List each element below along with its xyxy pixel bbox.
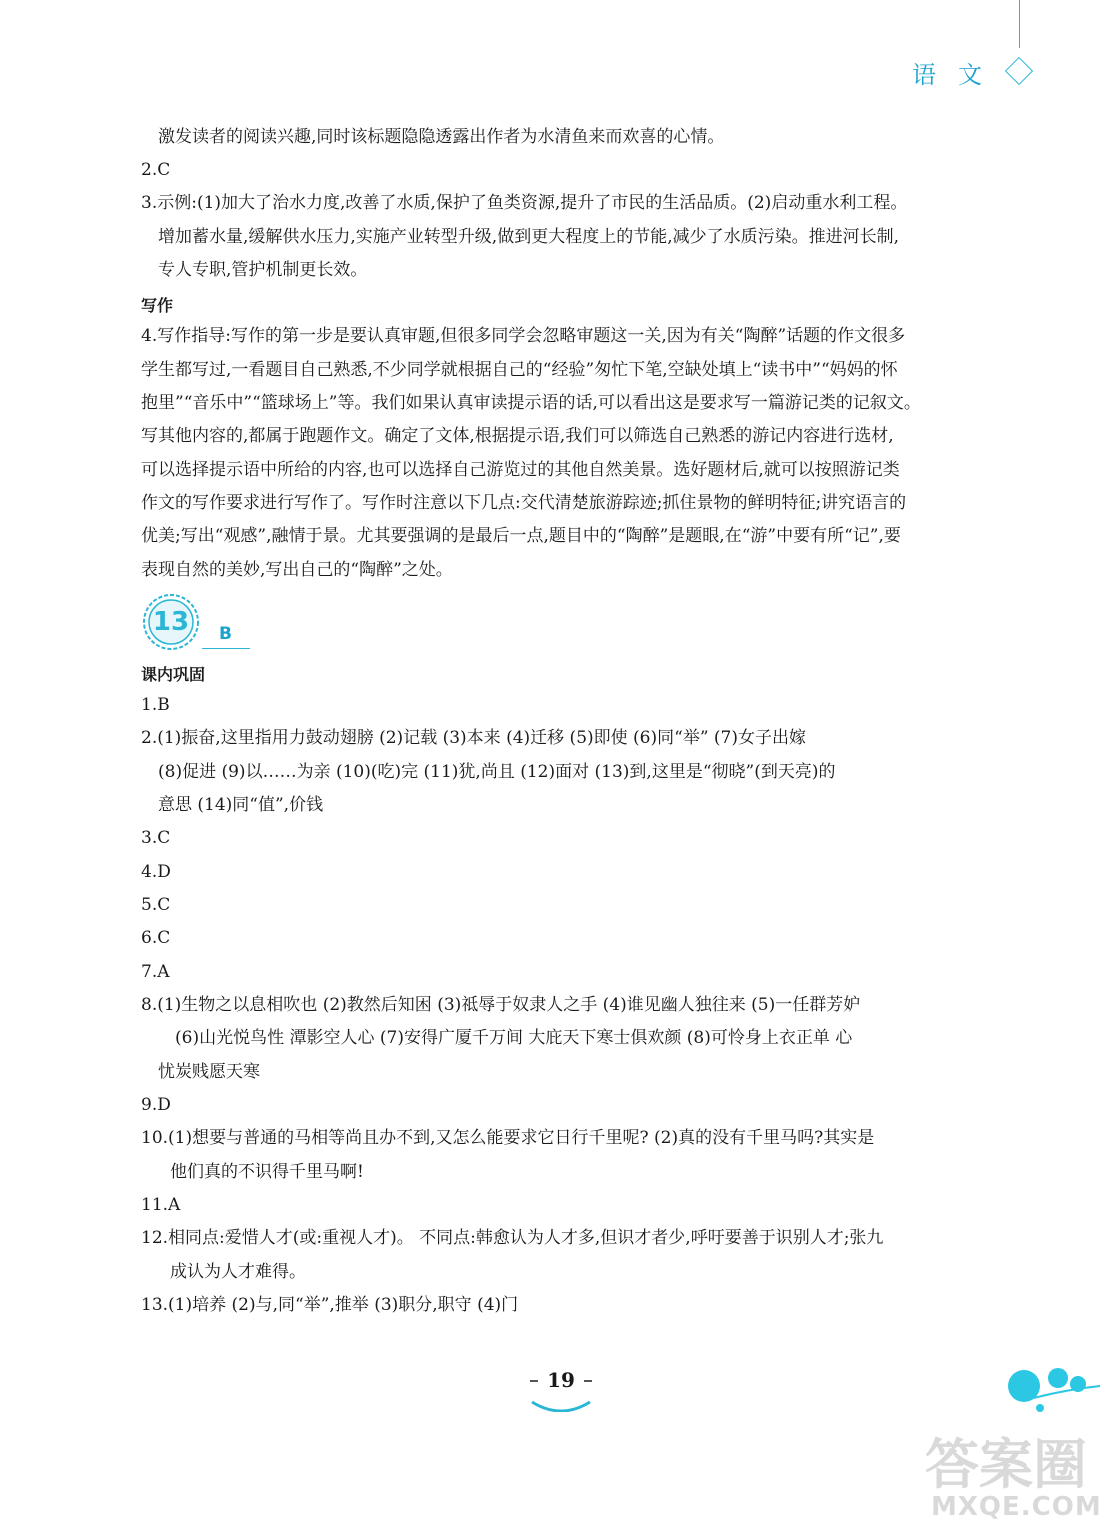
answer-line: 优美;写出“观感”,融情于景。尤其要强调的是最后一点,题目中的“陶醉”是题眼,在“游”中要有所“记”,要: [141, 526, 901, 546]
heading-writing: 写作: [141, 296, 174, 315]
answer-line: 11.A: [141, 1195, 181, 1215]
answer-line: 2.(1)振奋,这里指用力鼓动翅膀 (2)记载 (3)本来 (4)迁移 (5)即使 (6)同“举” (7)女子出嫁: [141, 728, 806, 748]
answer-line: 8.(1)生物之以息相吹也 (2)教然后知困 (3)祗辱于奴隶人之手 (4)谁见幽人独往来 (5)一任群芳妒: [141, 995, 861, 1015]
answer-line: 4.D: [141, 862, 171, 882]
answer-line: (8)促进 (9)以……为亲 (10)(吃)完 (11)犹,尚且 (12)面对 (13)到,这里是“彻晓”(到天亮)的: [158, 762, 836, 782]
watermark: [925, 1422, 1102, 1532]
answer-line: 可以选择提示语中所给的内容,也可以选择自己游览过的其他自然美景。选好题材后,就可以按照游记类: [141, 460, 900, 480]
section-number: 13: [152, 607, 190, 637]
answer-line: 激发读者的阅读兴趣,同时该标题隐隐透露出作者为水清鱼来而欢喜的心情。: [158, 127, 725, 147]
answer-line: 3.示例:(1)加大了治水力度,改善了水质,保护了鱼类资源,提升了市民的生活品质。(2)启动重水利工程。: [141, 193, 908, 213]
answer-line: 4.写作指导:写作的第一步是要认真审题,但很多同学会忽略审题这一关,因为有关“陶醉”话题的作文很多: [141, 326, 906, 346]
header-rule: [1019, 0, 1020, 48]
answer-line: 忧炭贱愿天寒: [158, 1062, 260, 1082]
answer-line: 6.C: [141, 928, 171, 948]
answer-line: 作文的写作要求进行写作了。写作时注意以下几点:交代清楚旅游踪迹;抓住景物的鲜明特征;讲究语言的: [141, 493, 907, 513]
subject-title: 语文: [912, 61, 1004, 89]
page-number-badge: [526, 1362, 596, 1412]
answer-line: 学生都写过,一看题目自己熟悉,不少同学就根据自己的“经验”匆忙下笔,空缺处填上“读书中”“妈妈的怀: [141, 360, 898, 380]
answer-line: 1.B: [141, 695, 170, 715]
answer-line: 意思 (14)同“值”,价钱: [158, 795, 324, 815]
watermark-text: 答案圈: [925, 1433, 1087, 1496]
answer-line: 2.C: [141, 160, 171, 180]
answer-line: 成认为人才难得。: [170, 1262, 306, 1282]
answer-line: 增加蓄水量,缓解供水压力,实施产业转型升级,做到更大程度上的节能,减少了水质污染。推进河长制,: [158, 227, 900, 247]
section-rule: [202, 648, 250, 649]
answer-line: 表现自然的美妙,写出自己的“陶醉”之处。: [141, 560, 453, 580]
bubbles-decoration-icon: [1004, 1364, 1103, 1424]
answer-line: 7.A: [141, 962, 170, 982]
section-letter: B: [219, 624, 232, 644]
diamond-icon: [1005, 57, 1033, 85]
heading-consolidation: 课内巩固: [141, 665, 206, 684]
answer-line: 抱里”“音乐中”“篮球场上”等。我们如果认真审读提示语的话,可以看出这是要求写一篇游记类的记叙文。: [141, 393, 921, 413]
section-badge: [141, 594, 201, 650]
answer-line: 写其他内容的,都属于跑题作文。确定了文体,根据提示语,我们可以筛选自己熟悉的游记内容进行选材,: [141, 426, 894, 446]
answer-line: 3.C: [141, 828, 171, 848]
answer-line: 12.相同点:爱惜人才(或:重视人才)。 不同点:韩愈认为人才多,但识才者少,呼吁要善于识别人才;张九: [141, 1228, 884, 1248]
answer-line: (6)山光悦鸟性 潭影空人心 (7)安得广厦千万间 大庇天下寒士俱欢颜 (8)可怜身上衣正单 心: [175, 1028, 853, 1048]
answer-line: 5.C: [141, 895, 171, 915]
answer-line: 他们真的不识得千里马啊!: [170, 1162, 364, 1182]
answer-line: 9.D: [141, 1095, 171, 1115]
watermark-url: MXQE.COM: [931, 1492, 1102, 1522]
answer-line: 专人专职,管护机制更长效。: [158, 260, 368, 280]
answer-line: 10.(1)想要与普通的马相等尚且办不到,又怎么能要求它日行千里呢? (2)真的没有千里马吗?其实是: [141, 1128, 875, 1148]
page-number: 19: [547, 1368, 575, 1392]
answer-line: 13.(1)培养 (2)与,同“举”,推举 (3)职分,职守 (4)门: [141, 1295, 519, 1315]
